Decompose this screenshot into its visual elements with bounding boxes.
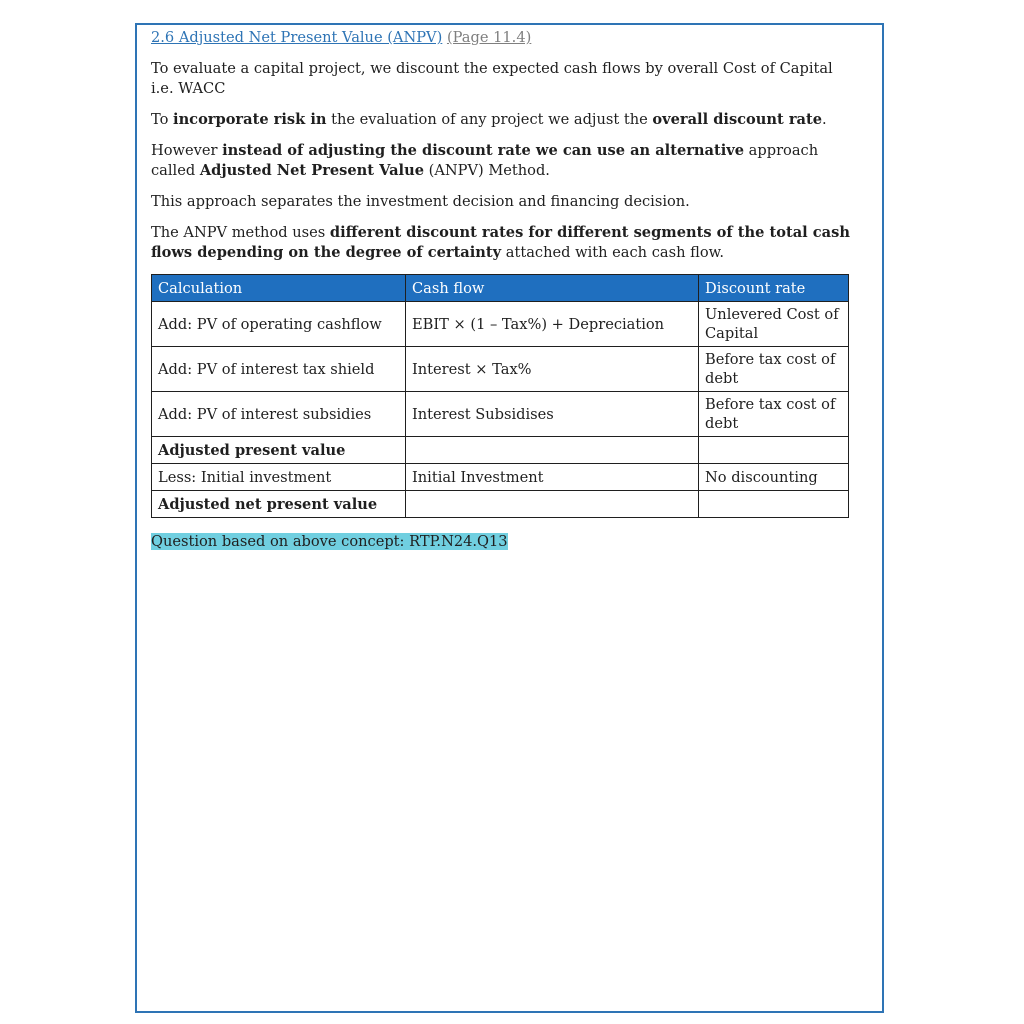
question-reference[interactable] xyxy=(151,532,508,552)
table-row xyxy=(152,437,849,464)
bold-text: different discount rates for different segments of the total cash flows depending on the degree of certainty xyxy=(151,224,850,261)
table-cell xyxy=(406,491,699,518)
section-heading xyxy=(151,28,857,48)
bold-text: Adjusted present value xyxy=(158,441,346,459)
table-cell xyxy=(699,491,849,518)
paragraph-1 xyxy=(151,59,857,99)
table-cell: Add: PV of interest tax shield xyxy=(152,347,406,392)
table-cell xyxy=(699,437,849,464)
paragraph-3 xyxy=(151,141,857,181)
table-row xyxy=(152,464,849,491)
table-cell xyxy=(152,437,406,464)
bold-text: Adjusted Net Present Value xyxy=(199,162,424,179)
header-discount-rate: Discount rate xyxy=(699,275,849,302)
table-header-row xyxy=(152,275,849,302)
bold-text: instead of adjusting the discount rate we can use an alternative xyxy=(222,142,745,159)
table-row xyxy=(152,302,849,347)
table-cell xyxy=(406,437,699,464)
highlighted-question-text: Question based on above concept: RTP.N24.Q13 xyxy=(151,533,508,550)
header-calculation: Calculation xyxy=(152,275,406,302)
paragraph-text: attached with each cash flow. xyxy=(501,244,725,261)
table-cell: Initial Investment xyxy=(406,464,699,491)
paragraph-text: To evaluate a capital project, we discount the expected cash flows by overall Cost of Capital i.e. WACC xyxy=(151,60,833,97)
table-cell: Before tax cost of debt xyxy=(699,347,849,392)
table-cell: EBIT × (1 – Tax%) + Depreciation xyxy=(406,302,699,347)
table-row xyxy=(152,392,849,437)
paragraph-text: approach called xyxy=(151,142,819,179)
paragraph-5 xyxy=(151,223,857,263)
table-cell: Add: PV of interest subsidies xyxy=(152,392,406,437)
document-body xyxy=(151,28,857,518)
section-title[interactable]: 2.6 Adjusted Net Present Value (ANPV) xyxy=(151,29,443,46)
table-cell: Unlevered Cost of Capital xyxy=(699,302,849,347)
paragraph-4 xyxy=(151,192,857,212)
header-cash-flow: Cash flow xyxy=(406,275,699,302)
paragraph-text: This approach separates the investment decision and financing decision. xyxy=(151,193,690,210)
table-cell: Interest × Tax% xyxy=(406,347,699,392)
page-reference[interactable]: (Page 11.4) xyxy=(446,29,532,46)
paragraph-text: (ANPV) Method. xyxy=(423,162,550,179)
bold-text: overall discount rate xyxy=(652,111,823,128)
table-cell: Add: PV of operating cashflow xyxy=(152,302,406,347)
paragraph-text: However xyxy=(151,142,223,159)
paragraph-2 xyxy=(151,110,857,130)
table-cell: No discounting xyxy=(699,464,849,491)
table-row xyxy=(152,347,849,392)
paragraph-text: the evaluation of any project we adjust the xyxy=(326,111,653,128)
table-cell xyxy=(152,491,406,518)
bold-text: incorporate risk in xyxy=(173,111,327,128)
paragraph-text: . xyxy=(822,111,827,128)
paragraph-text: The ANPV method uses xyxy=(151,224,330,241)
table-row xyxy=(152,491,849,518)
paragraph-text: To xyxy=(151,111,174,128)
table-cell: Before tax cost of debt xyxy=(699,392,849,437)
table-cell: Interest Subsidises xyxy=(406,392,699,437)
table-cell: Less: Initial investment xyxy=(152,464,406,491)
anpv-table xyxy=(151,274,849,518)
bold-text: Adjusted net present value xyxy=(158,495,378,513)
